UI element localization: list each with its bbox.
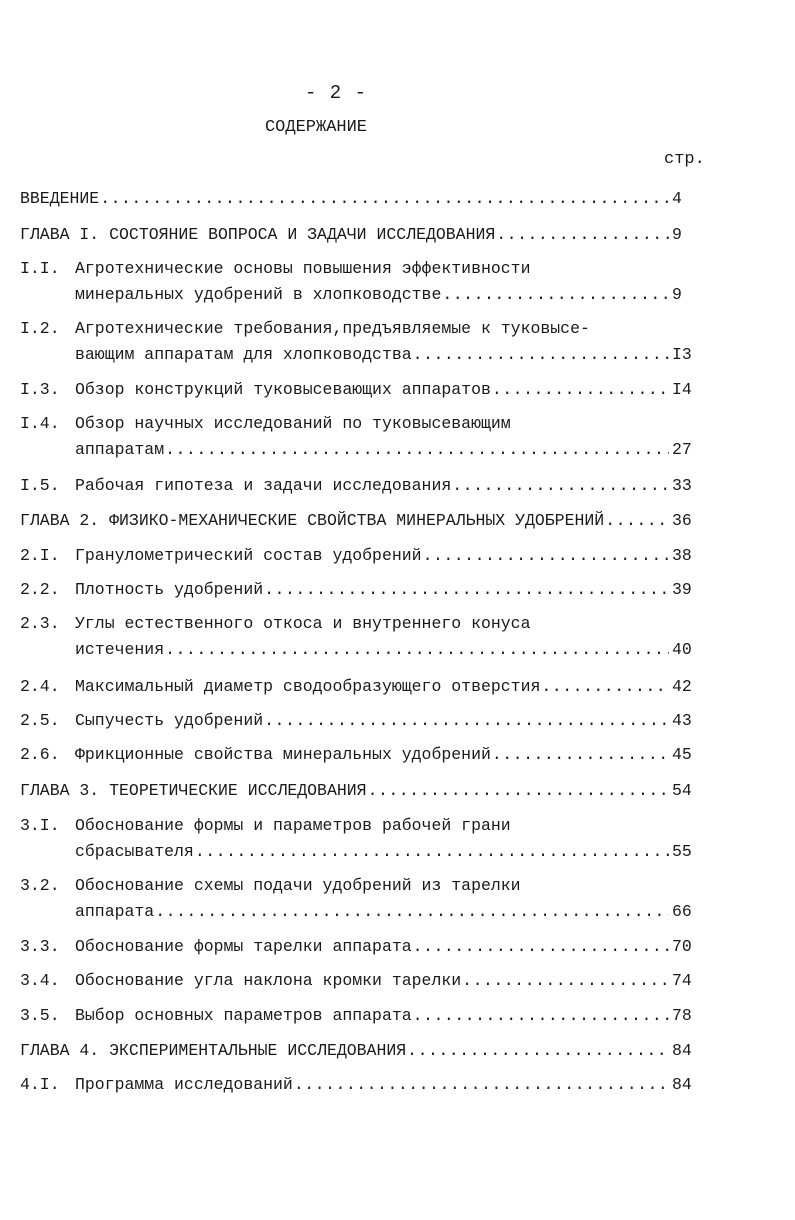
toc-entry	[20, 508, 706, 534]
toc-entry-number: I.4.	[20, 414, 60, 433]
toc-entry-number: 2.2.	[20, 580, 60, 599]
toc-entry	[20, 256, 706, 308]
toc-entry-title: ГЛАВА 4. ЭКСПЕРИМЕНТАЛЬНЫЕ ИССЛЕДОВАНИЯ	[20, 1041, 407, 1060]
toc-entry	[20, 778, 706, 804]
toc-entry-page: 54	[672, 781, 692, 800]
toc-entry-line	[20, 1038, 706, 1064]
toc-entry	[20, 1038, 706, 1064]
toc-entry-line	[20, 611, 706, 637]
toc-entry-page: 4	[672, 189, 682, 208]
toc-entry-title: Сыпучесть удобрений	[75, 711, 264, 730]
toc-entry-number: I.3.	[20, 380, 60, 399]
dot-leader	[294, 1072, 669, 1098]
toc-entry	[20, 411, 706, 463]
toc-entry-page: 70	[672, 937, 692, 956]
toc-entry-page: 36	[672, 511, 692, 530]
toc-entry-title: Обоснование формы и параметров рабочей грани	[75, 816, 511, 835]
toc-entry-title: Максимальный диаметр сводообразующего отверстия	[75, 677, 541, 696]
toc-entry	[20, 222, 706, 248]
toc-entry-line	[20, 377, 706, 403]
dot-leader	[462, 968, 669, 994]
page-column-label: стр.	[664, 150, 705, 169]
toc-entry-page: 43	[672, 711, 692, 730]
toc-entry-line	[20, 1072, 706, 1098]
toc-entry	[20, 186, 706, 212]
toc-entry-line	[20, 342, 706, 368]
toc-entry	[20, 968, 706, 994]
dot-leader	[368, 778, 669, 804]
toc-entry-line	[20, 708, 706, 734]
toc-entry-page: 40	[672, 640, 692, 659]
toc-entry-line	[20, 411, 706, 437]
page-title: СОДЕРЖАНИЕ	[264, 118, 368, 137]
dot-leader	[492, 742, 669, 768]
dot-leader	[492, 377, 669, 403]
toc-entry-number: I.5.	[20, 476, 60, 495]
toc-entry-page: 84	[672, 1041, 692, 1060]
toc-entry	[20, 611, 706, 663]
dot-leader	[264, 577, 669, 603]
toc-entry-title: Фрикционные свойства минеральных удобрений	[75, 745, 491, 764]
toc-entry-page: 45	[672, 745, 692, 764]
toc-entry-number: 4.I.	[20, 1075, 60, 1094]
toc-entry-number: 3.4.	[20, 971, 60, 990]
dot-leader	[100, 186, 669, 212]
dot-leader	[541, 674, 669, 700]
toc-entry-line	[20, 674, 706, 700]
toc-entry-title: Рабочая гипотеза и задачи исследования	[75, 476, 452, 495]
toc-entry	[20, 873, 706, 925]
toc-entry-title: Агротехнические основы повышения эффективности	[75, 259, 531, 278]
toc-entry-title: Агротехнические требования,предъявляемые к туковысе-	[75, 319, 590, 338]
toc-entry-number: 3.5.	[20, 1006, 60, 1025]
toc-entry-page: 39	[672, 580, 692, 599]
toc-entry-title: Гранулометрический состав удобрений	[75, 546, 422, 565]
toc-entry-line	[20, 186, 706, 212]
toc-entry	[20, 813, 706, 865]
toc-entry-page: 84	[672, 1075, 692, 1094]
toc-entry	[20, 473, 706, 499]
toc-entry-line	[20, 256, 706, 282]
dot-leader	[413, 342, 669, 368]
toc-entry-title: Обоснование угла наклона кромки тарелки	[75, 971, 462, 990]
toc-entry-title: аппаратам	[75, 440, 165, 459]
toc-entry-line	[20, 282, 706, 308]
toc-entry-page: I4	[672, 380, 692, 399]
toc-entry	[20, 577, 706, 603]
toc-entry-title: ГЛАВА 3. ТЕОРЕТИЧЕСКИЕ ИССЛЕДОВАНИЯ	[20, 781, 367, 800]
toc-entry-line	[20, 316, 706, 342]
toc-entry	[20, 377, 706, 403]
toc-entry	[20, 934, 706, 960]
dot-leader	[264, 708, 669, 734]
toc-entry-page: I3	[672, 345, 692, 364]
toc-entry	[20, 674, 706, 700]
toc-entry-number: 3.I.	[20, 816, 60, 835]
toc-entry-page: 78	[672, 1006, 692, 1025]
dot-leader	[195, 839, 669, 865]
toc-entry-title: Обоснование формы тарелки аппарата	[75, 937, 412, 956]
toc-entry-page: 27	[672, 440, 692, 459]
toc-entry-line	[20, 473, 706, 499]
dot-leader	[165, 437, 669, 463]
toc-entry	[20, 742, 706, 768]
toc-entry-page: 42	[672, 677, 692, 696]
toc-entry	[20, 543, 706, 569]
toc-entry-line	[20, 543, 706, 569]
toc-entry-page: 9	[672, 225, 682, 244]
toc-entry-title: Обоснование схемы подачи удобрений из тарелки	[75, 876, 521, 895]
toc-entry-number: 2.I.	[20, 546, 60, 565]
dot-leader	[452, 473, 669, 499]
toc-entry-number: I.I.	[20, 259, 60, 278]
dot-leader	[442, 282, 669, 308]
toc-entry-number: 2.6.	[20, 745, 60, 764]
toc-entry-page: 38	[672, 546, 692, 565]
toc-entry-title: сбрасывателя	[75, 842, 194, 861]
toc-entry-line	[20, 508, 706, 534]
toc-entry-number: 3.2.	[20, 876, 60, 895]
toc-entry-number: 2.4.	[20, 677, 60, 696]
dot-leader	[413, 1003, 669, 1029]
toc-entry-line	[20, 899, 706, 925]
toc-entry	[20, 1072, 706, 1098]
toc-entry-title: Плотность удобрений	[75, 580, 264, 599]
dot-leader	[155, 899, 669, 925]
toc-entry-line	[20, 934, 706, 960]
toc-entry	[20, 316, 706, 368]
toc-entry	[20, 708, 706, 734]
dot-leader	[423, 543, 669, 569]
toc-entry-line	[20, 437, 706, 463]
toc-entry-title: аппарата	[75, 902, 155, 921]
toc-entry-title: ГЛАВА I. СОСТОЯНИЕ ВОПРОСА И ЗАДАЧИ ИССЛЕДОВАНИЯ	[20, 225, 496, 244]
toc-entry-line	[20, 873, 706, 899]
dot-leader	[407, 1038, 669, 1064]
toc-entry-title: ВВЕДЕНИЕ	[20, 189, 100, 208]
toc-entry-number: 3.3.	[20, 937, 60, 956]
dot-leader	[496, 222, 669, 248]
toc-entry-line	[20, 577, 706, 603]
toc-entry-title: истечения	[75, 640, 165, 659]
toc-entry-title: Углы естественного откоса и внутреннего конуса	[75, 614, 531, 633]
toc-entry-line	[20, 839, 706, 865]
toc-entry-number: 2.3.	[20, 614, 60, 633]
toc-entry-number: I.2.	[20, 319, 60, 338]
toc-entry-line	[20, 968, 706, 994]
toc-entry-page: 9	[672, 285, 682, 304]
dot-leader	[413, 934, 669, 960]
toc-entry-line	[20, 813, 706, 839]
toc-entry-title: Программа исследований	[75, 1075, 293, 1094]
toc-entry-title: вающим аппаратам для хлопководства	[75, 345, 412, 364]
toc-entry-page: 66	[672, 902, 692, 921]
toc-entry	[20, 1003, 706, 1029]
page-number: - 2 -	[304, 82, 367, 104]
toc-entry-line	[20, 1003, 706, 1029]
toc-entry-title: минеральных удобрений в хлопководстве	[75, 285, 442, 304]
toc-entry-line	[20, 637, 706, 663]
toc-entry-title: ГЛАВА 2. ФИЗИКО-МЕХАНИЧЕСКИЕ СВОЙСТВА МИНЕРАЛЬНЫХ УДОБРЕНИЙ	[20, 511, 605, 530]
toc-entry-title: Обзор конструкций туковысевающих аппаратов	[75, 380, 491, 399]
toc-entry-line	[20, 742, 706, 768]
toc-entry-page: 33	[672, 476, 692, 495]
toc-entry-page: 74	[672, 971, 692, 990]
toc-entry-title: Выбор основных параметров аппарата	[75, 1006, 412, 1025]
toc-entry-number: 2.5.	[20, 711, 60, 730]
toc-entry-page: 55	[672, 842, 692, 861]
toc-entry-line	[20, 222, 706, 248]
toc-entry-line	[20, 778, 706, 804]
dot-leader	[165, 637, 669, 663]
toc-entry-title: Обзор научных исследований по туковысевающим	[75, 414, 511, 433]
dot-leader	[605, 508, 669, 534]
